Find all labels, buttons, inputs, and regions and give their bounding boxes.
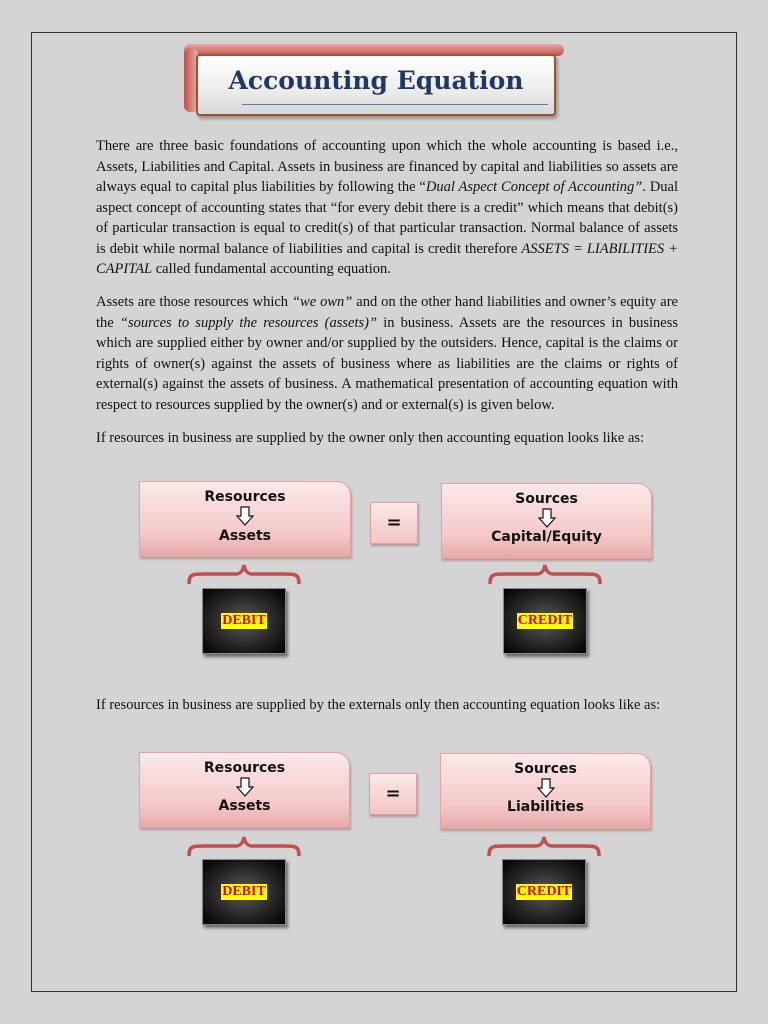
p2-text-a: Assets are those resources which — [96, 294, 292, 310]
down-arrow-icon — [537, 778, 555, 798]
paragraph-foundations — [96, 136, 678, 280]
sources-label: Sources — [514, 761, 577, 777]
credit-label: CREDIT — [517, 613, 573, 628]
capital-equity-label: Capital/Equity — [491, 529, 602, 545]
credit-label: CREDIT — [516, 884, 572, 899]
left-brace-icon — [186, 834, 302, 858]
resources-label: Resources — [203, 760, 286, 776]
paragraph-assets-definition — [96, 292, 678, 415]
right-brace-icon — [486, 834, 602, 858]
credit-tag — [503, 588, 587, 654]
debit-tag — [202, 588, 286, 654]
p1-concept-name: Dual Aspect Concept of Accounting” — [425, 179, 643, 195]
credit-tag — [502, 859, 586, 925]
equals-sign: = — [370, 502, 418, 544]
title-banner — [184, 44, 568, 118]
equals-sign: = — [369, 773, 417, 815]
resources-box — [139, 481, 351, 557]
p1-text-e: called fundamental accounting equation. — [152, 261, 391, 277]
left-brace-icon — [186, 562, 302, 586]
p2-text-e: in business. Assets are the resources in business which are supplied either by owner and/or supplied by the outsiders. Hence, capital is the claims or rights of owner(s) against the assets of business where as liabilities are the claims or rights of external(s) against the assets of business. A mathematical presentation of accounting equation with respect to resources supplied by the owner(s) and or external(s) is given below. — [96, 314, 679, 413]
resources-box — [139, 752, 350, 828]
p2-we-own: “we own” — [291, 294, 353, 310]
p1-text-c: . Dual aspect concept of accounting states that “for every debit there is a credit” which means that debit(s) of particular transaction is equal to credit(s) of that particular transaction. Normal balance of assets is debit while normal balance of liabilities and capital is credit therefore — [96, 179, 679, 257]
liabilities-label: Liabilities — [507, 799, 584, 815]
down-arrow-icon — [538, 508, 556, 528]
debit-tag — [202, 859, 286, 925]
assets-label: Assets — [218, 798, 271, 814]
p2-text-c: and on the other hand liabilities and owner’s equity are the — [96, 294, 678, 331]
page-title: Accounting Equation — [228, 66, 524, 95]
p1-text-a: There are three basic foundations of accounting upon which the whole accounting is based i.e., Assets, Liabilities and Capital. Assets in business are financed by capital and liabilities so assets are always equal to capital plus liabilities by following the “ — [96, 138, 678, 195]
debit-label: DEBIT — [222, 884, 266, 899]
down-arrow-icon — [236, 777, 254, 797]
sources-label: Sources — [515, 491, 578, 507]
title-panel — [196, 54, 556, 116]
down-arrow-icon — [236, 506, 254, 526]
assets-label: Assets — [218, 528, 272, 544]
paragraph-externals-case: If resources in business are supplied by the externals only then accounting equation looks like as: — [96, 697, 661, 713]
debit-label: DEBIT — [222, 613, 266, 628]
paragraph-owner-case: If resources in business are supplied by the owner only then accounting equation looks like as: — [96, 430, 645, 446]
p1-equation: ASSETS = LIABILITIES + CAPITAL — [96, 240, 678, 277]
sources-box — [440, 753, 651, 829]
resources-label: Resources — [204, 489, 286, 505]
p2-sources-phrase: “sources to supply the resources (assets)” — [119, 314, 378, 331]
sources-box — [441, 483, 652, 559]
title-underline — [242, 104, 548, 105]
right-brace-icon — [487, 562, 603, 586]
